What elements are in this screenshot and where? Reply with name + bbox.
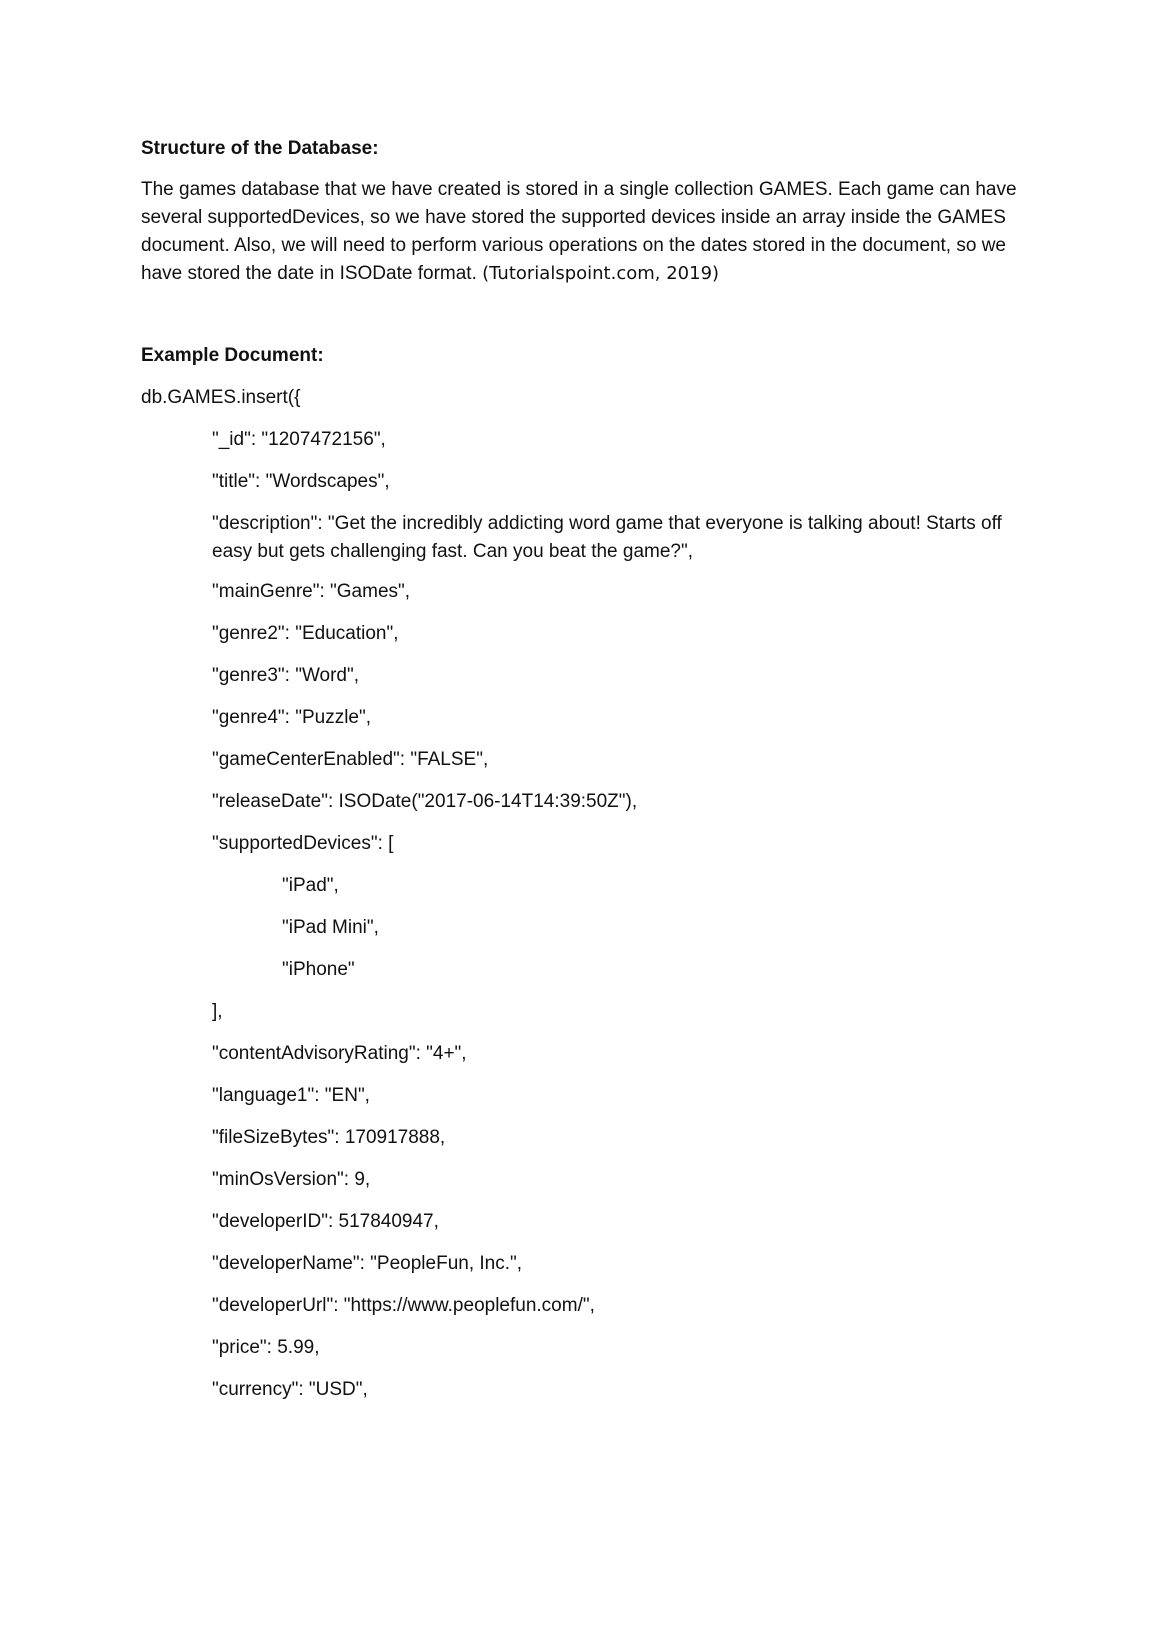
section-heading-structure: Structure of the Database:	[141, 138, 379, 159]
code-field-title: "title": "Wordscapes",	[212, 471, 390, 492]
code-open-line: db.GAMES.insert({	[141, 387, 301, 408]
code-field-price: "price": 5.99,	[212, 1337, 320, 1358]
code-field-maingenre: "mainGenre": "Games",	[212, 581, 411, 602]
code-field-minosversion: "minOsVersion": 9,	[212, 1169, 371, 1190]
code-field-genre2: "genre2": "Education",	[212, 623, 399, 644]
code-field-genre4: "genre4": "Puzzle",	[212, 707, 372, 728]
code-field-developerid: "developerID": 517840947,	[212, 1211, 439, 1232]
code-field-developerurl: "developerUrl": "https://www.peoplefun.com/",	[212, 1295, 595, 1316]
paragraph-text: The games database that we have created is stored in a single collection GAMES. Each game can have several supportedDevices, so we have stored the supported devices inside an array inside the GAMES document. Also, we will need to perform various operations on the dates stored in the document, so we have stored the date in ISODate format.	[141, 179, 1017, 284]
code-field-filesize: "fileSizeBytes": 170917888,	[212, 1127, 446, 1148]
code-field-developername: "developerName": "PeopleFun, Inc.",	[212, 1253, 523, 1274]
code-field-description: "description": "Get the incredibly addicting word game that everyone is talking about! Starts off easy but gets challenging fast. Can you beat the game?",	[212, 513, 1002, 562]
code-field-id: "_id": "1207472156",	[212, 429, 386, 450]
section-heading-example: Example Document:	[141, 345, 324, 366]
code-field-releasedate: "releaseDate": ISODate("2017-06-14T14:39:50Z"),	[212, 791, 638, 812]
code-field-language1: "language1": "EN",	[212, 1085, 370, 1106]
code-device-item: "iPhone"	[282, 959, 355, 980]
code-device-item: "iPad",	[282, 875, 339, 896]
structure-paragraph	[141, 176, 1021, 288]
code-field-contentrating: "contentAdvisoryRating": "4+",	[212, 1043, 467, 1064]
code-field-supporteddevices-close: ],	[212, 1001, 223, 1022]
code-device-item: "iPad Mini",	[282, 917, 379, 938]
code-field-currency: "currency": "USD",	[212, 1379, 368, 1400]
code-field-gamecenter: "gameCenterEnabled": "FALSE",	[212, 749, 489, 770]
code-field-genre3: "genre3": "Word",	[212, 665, 360, 686]
code-field-supporteddevices-open: "supportedDevices": [	[212, 833, 394, 854]
citation: (Tutorialspoint.com, 2019)	[482, 263, 720, 284]
